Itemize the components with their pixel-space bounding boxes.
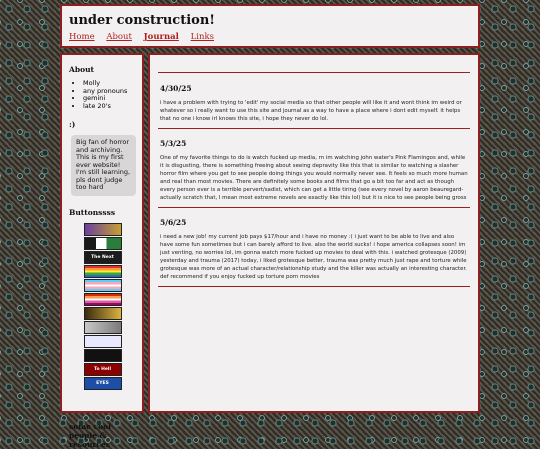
site-header: [60, 4, 480, 48]
smiley-heading: :): [69, 120, 76, 129]
about-list: [69, 80, 136, 110]
journal-entry: [158, 218, 470, 281]
entry-text: One of my favorite things to do is watch fucked up media, rn im watching john water's Pink Flamingos and, while it is disgusting, there is something freeing about seeing depravity like this that is similar to watching a slasher horror film where you get to see people doing things you would normally never see. It feels so much more human and real than most movies. There are definitely some books and films that go a bit too far and act as though every person ever is a terrible pervert/sadist, which can get a little tiring (see every novel by aaron beauregard- actually scratch that, I mean most extreme novels are exactly like this lol) but it is nice to see people being gross: [160, 155, 468, 201]
web-button[interactable]: [84, 223, 122, 236]
entry-text: i have a problem with trying to 'edit' my social media so that other people will like it and wont think im weird or whatever so i really want to use this site and journal as a way to have a place where i dont edit myself. it helps that no one i know irl knows this site, i hope they never do lol.: [160, 100, 462, 122]
nav-home-link[interactable]: Home: [69, 32, 95, 42]
nav-journal-link[interactable]: Journal: [143, 32, 179, 42]
entry-date: 5/3/25: [160, 139, 187, 148]
divider: [158, 72, 470, 73]
journal-main: [148, 53, 480, 413]
entry-text: i need a new job! my current job pays $17/hour and i have no money :( i just want to be able to live and also have some fun sometimes but i can barely afford to live. also the world sucks! i hope america collapses soon! im just venting, no worries lol, im gonna watch more fucked up movies to deal with this. i watched grotesque (2009) yesterday and trauma (2017) today, i liked grotesque better, trauma was pretty much just rape and torture while grotesque was more of an actual character/relationship study and the killer was actually an interesting character. def recommend if you enjoy fucked up torture porn movies: [160, 234, 467, 280]
web-button[interactable]: [84, 321, 122, 334]
web-button[interactable]: [84, 307, 122, 320]
about-item: • late 20's: [83, 103, 136, 111]
divider: [158, 207, 470, 208]
nav-links-link[interactable]: Links: [190, 32, 214, 42]
about-heading: About: [69, 65, 94, 74]
web-button[interactable]: [84, 335, 122, 348]
journal-entry: [158, 139, 470, 202]
site-title: under construction!: [69, 13, 215, 28]
web-button[interactable]: [84, 349, 122, 362]
button-wall: [69, 223, 136, 390]
about-item: • any pronouns: [83, 88, 136, 96]
divider: [158, 286, 470, 287]
divider: [158, 128, 470, 129]
nav-about-link[interactable]: About: [106, 32, 132, 42]
web-button[interactable]: [84, 237, 122, 250]
main-nav: [69, 32, 470, 42]
bio-box: Big fan of horror and archiving. This is my first ever website! I'm still learning, pls dont judge too hard: [71, 135, 136, 196]
web-button[interactable]: To Hell: [84, 363, 122, 376]
journal-entry: [158, 84, 470, 123]
sidebar: [60, 53, 144, 449]
people-heading: some cool people & resources: [69, 421, 111, 449]
web-button[interactable]: EYES: [84, 377, 122, 390]
entry-date: 4/30/25: [160, 84, 192, 93]
web-button[interactable]: [84, 279, 122, 292]
about-item: • Molly: [83, 80, 136, 88]
web-button[interactable]: The Next: [84, 251, 122, 264]
buttons-heading: Buttonssss: [69, 207, 116, 217]
web-button[interactable]: [84, 293, 122, 306]
web-button[interactable]: [84, 265, 122, 278]
about-item: • gemini: [83, 95, 136, 103]
entry-date: 5/6/25: [160, 218, 187, 227]
